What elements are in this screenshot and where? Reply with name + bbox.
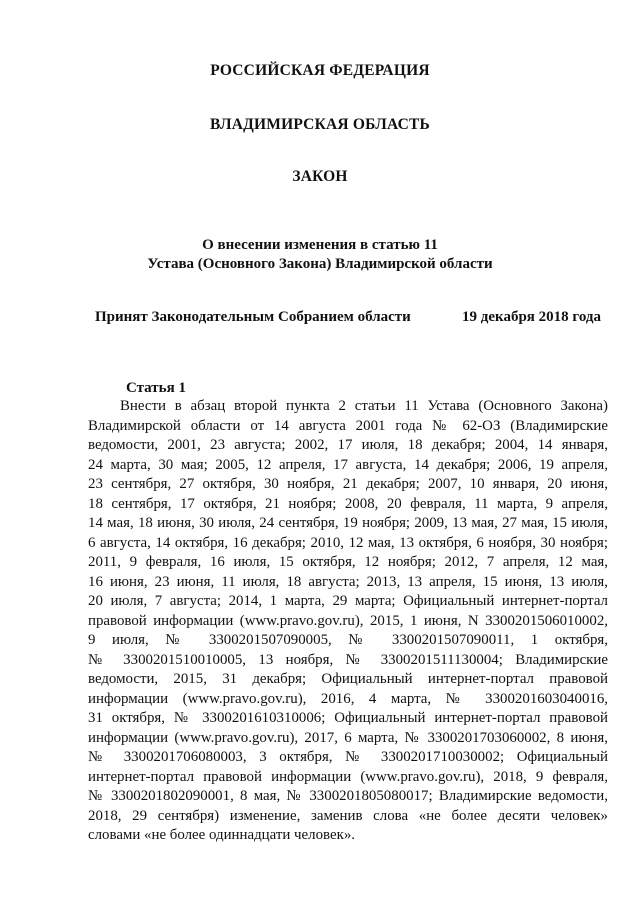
- article-line: 2011, 9 февраля, 16 июля, 15 октября, 12 ноября; 2012, 7 апреля, 12 мая,: [88, 554, 608, 570]
- article-line: № 3300201706080003, 3 октября, № 3300201710030002; Официальный: [88, 749, 608, 765]
- article-line: 9 июля, № 3300201507090005, № 3300201507090011, 1 октября,: [88, 632, 608, 648]
- law-title: [0, 236, 640, 274]
- article-line: информации (www.pravo.gov.ru), 2016, 4 марта, № 3300201603040016,: [88, 690, 608, 707]
- article-line: 14 мая, 18 июня, 30 июля, 24 сентября, 19 ноября; 2009, 13 мая, 27 мая, 15 июля,: [88, 515, 608, 531]
- article-heading: Статья 1: [126, 380, 186, 396]
- article-line: № 3300201510010005, 13 ноября, № 3300201511130004; Владимирские: [88, 651, 608, 668]
- law-title-line-1: О внесении изменения в статью 11: [202, 237, 438, 253]
- article-line: 2018, 29 сентября) изменение, заменив слова «не более десяти человек»: [88, 807, 608, 824]
- article-line: № 3300201802090001, 8 мая, № 3300201805080017; Владимирские ведомости,: [88, 788, 608, 804]
- article-line: ведомости, 2015, 31 декабря; Официальный интернет-портал правовой: [88, 671, 608, 687]
- article-line: Владимирской области от 14 августа 2001 года № 62-ОЗ (Владимирские: [88, 417, 608, 434]
- article-line: 20 июля, 7 августа; 2014, 1 марта, 29 марта; Официальный интернет-портал: [88, 593, 608, 609]
- article-line: 18 сентября, 17 октября, 21 ноября; 2008, 20 февраля, 11 марта, 9 апреля,: [88, 495, 608, 512]
- article-line: 24 марта, 30 мая; 2005, 12 апреля, 17 августа, 14 декабря; 2006, 19 апреля,: [88, 456, 608, 473]
- article-line: интернет-портал правовой информации (www.pravo.gov.ru), 2018, 9 февраля,: [88, 768, 608, 785]
- article-line: 16 июня, 23 июня, 11 июля, 18 августа; 2013, 13 апреля, 15 июня, 13 июля,: [88, 573, 608, 590]
- article-line: словами «не более одиннадцати человек».: [88, 827, 355, 843]
- article-line: 6 августа, 14 октября, 16 декабря; 2010, 12 мая, 13 октября, 6 ноября, 30 ноября;: [88, 534, 608, 551]
- article-line: ведомости, 2001, 23 августа; 2002, 17 июля, 18 декабря; 2004, 14 января,: [88, 437, 608, 453]
- article-body: [88, 397, 608, 846]
- article-line: информации (www.pravo.gov.ru), 2017, 6 марта, № 3300201703060002, 8 июня,: [88, 729, 608, 746]
- adopted-by-text: Принят Законодательным Собранием области: [95, 309, 411, 325]
- article-line: 31 октября, № 3300201610310006; Официальный интернет-портал правовой: [88, 710, 608, 726]
- article-line: 23 сентября, 27 октября, 30 ноября, 21 декабря; 2007, 10 января, 20 июня,: [88, 476, 608, 492]
- country-heading: РОССИЙСКАЯ ФЕДЕРАЦИЯ: [210, 62, 430, 79]
- document-type-heading: ЗАКОН: [292, 168, 348, 185]
- article-line: Внести в абзац второй пункта 2 статьи 11 Устава (Основного Закона): [120, 398, 608, 414]
- region-heading: ВЛАДИМИРСКАЯ ОБЛАСТЬ: [210, 116, 430, 133]
- article-line: правовой информации (www.pravo.gov.ru), 2015, 1 июня, N 3300201506010002,: [88, 612, 608, 629]
- law-title-line-2: Устава (Основного Закона) Владимирской области: [147, 256, 493, 272]
- adoption-date: 19 декабря 2018 года: [462, 309, 601, 325]
